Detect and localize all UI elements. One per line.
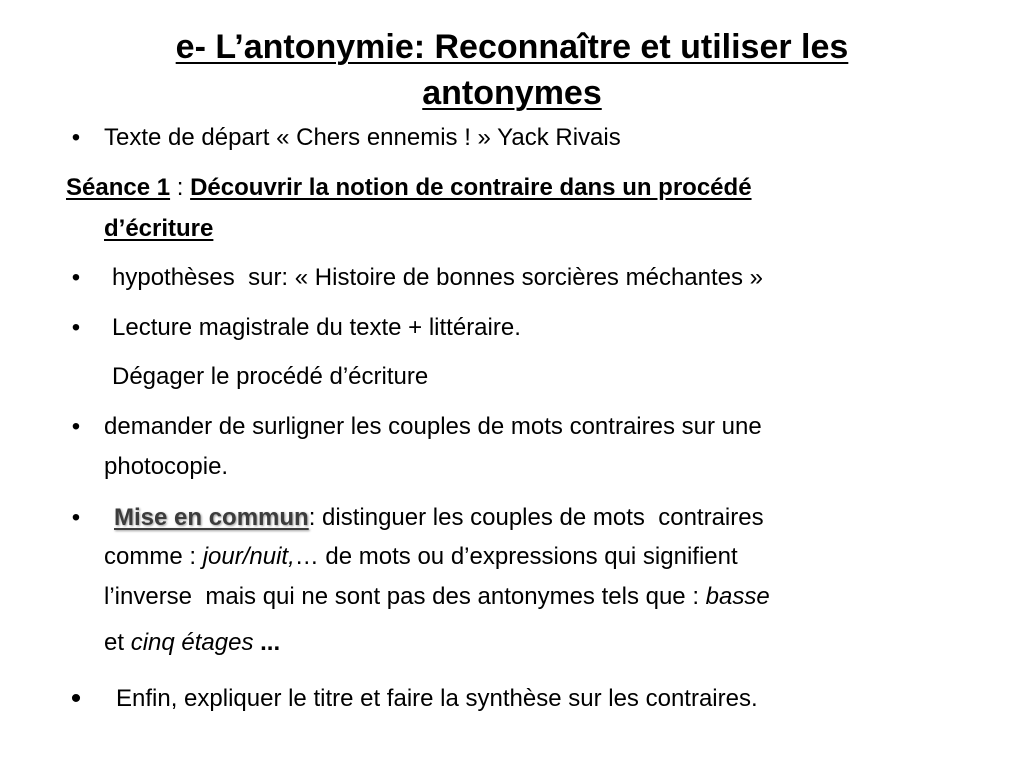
bullet-icon: •	[71, 264, 81, 291]
bullet-icon: •	[71, 314, 81, 341]
mise-line-3-em: basse	[705, 583, 770, 610]
mise-line-2-a: comme :	[104, 543, 203, 570]
mise-line-3-a: l’inverse mais qui ne sont pas des antonymes tels que :	[104, 583, 706, 610]
title-line-2: antonymes	[422, 74, 602, 112]
bullet-icon: •	[71, 413, 81, 440]
mise-line-3	[104, 579, 770, 615]
demander-line-2: photocopie.	[104, 453, 229, 480]
mise-line-2-em: jour/nuit,	[202, 543, 295, 570]
mise-line-4-em: cinq étages	[130, 629, 254, 656]
seance-heading	[66, 170, 752, 206]
texte-depart-text: Texte de départ « Chers ennemis ! » Yack Rivais	[104, 124, 621, 151]
seance-label: Séance 1	[66, 174, 171, 201]
mise-en-commun-label: Mise en commun	[114, 504, 309, 531]
mise-line-1	[114, 500, 764, 536]
title-line-1: e- L’antonymie: Reconnaître et utiliser les	[175, 28, 849, 66]
seance-title-line-2: d’écriture	[104, 215, 214, 242]
seance-title-line-2-wrap	[104, 211, 213, 247]
bullet-icon: •	[70, 682, 82, 715]
bullet-icon: •	[71, 504, 81, 531]
enfin-text: Enfin, expliquer le titre et faire la synthèse sur les contraires.	[116, 685, 758, 712]
bullet-icon: •	[71, 124, 81, 151]
demander-line-1: demander de surligner les couples de mots contraires sur une	[104, 413, 762, 440]
degager-text: Dégager le procédé d’écriture	[112, 363, 429, 390]
slide-title	[60, 24, 964, 116]
hypotheses-text: hypothèses sur: « Histoire de bonnes sorcières méchantes »	[112, 264, 764, 291]
seance-title-line-1: Découvrir la notion de contraire dans un procédé	[190, 174, 752, 201]
mise-line-4	[104, 625, 280, 661]
seance-separator: :	[170, 174, 191, 201]
mise-rest-1: : distinguer les couples de mots contraires	[308, 504, 764, 531]
mise-line-4-b: ...	[253, 629, 281, 656]
lecture-text: Lecture magistrale du texte + littéraire.	[112, 314, 521, 341]
mise-line-4-a: et	[104, 629, 131, 656]
mise-line-2-b: … de mots ou d’expressions qui signifient	[294, 543, 738, 570]
mise-line-2	[104, 539, 738, 575]
